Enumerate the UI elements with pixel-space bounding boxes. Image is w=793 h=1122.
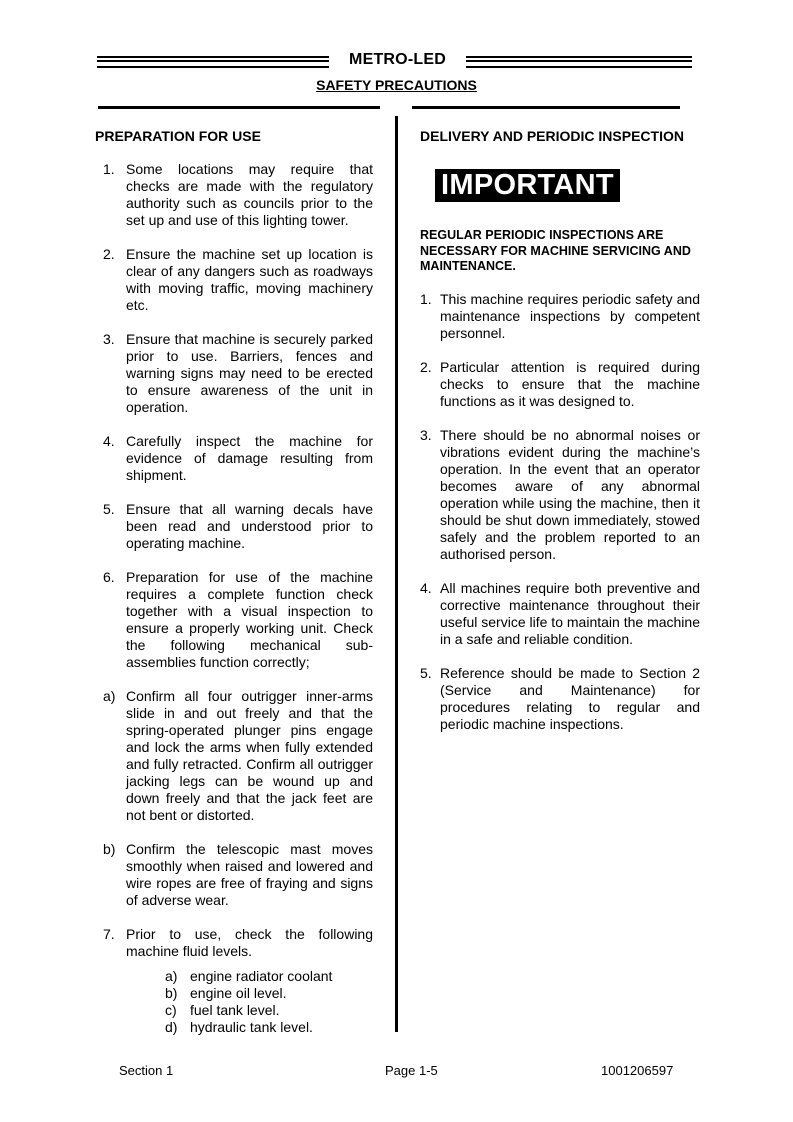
fluid-list-item [165, 1019, 373, 1036]
document-title: METRO-LED [349, 51, 446, 68]
column-rule-right [412, 106, 680, 109]
header-rule-left [97, 56, 329, 68]
item-text: Particular attention is required during checks to ensure that the machine functions as it was designed to. [440, 358, 700, 409]
item-text: Confirm all four outrigger inner-arms slide in and out freely and that the spring-operated plunger pins engage and lock the arms when fully extended and fully retracted. Confirm all outrigger jacking legs can be wound up and down freely and that the jack feet are not bent or distorted. [126, 688, 373, 823]
fluid-list-item [165, 985, 373, 1002]
item-text: There should be no abnormal noises or vibrations evident during the machine’s operation. In the event that an operator becomes aware of any abnormal operation while using the machine, then it should be shut down immediately, stowed safely and the problem reported to an authorised person. [440, 426, 700, 562]
item-letter: a) [165, 968, 178, 984]
footer-document-number: 1001206597 [601, 1063, 674, 1078]
item-text: This machine requires periodic safety and maintenance inspections by competent personnel. [440, 290, 700, 341]
item-number: 2. [103, 246, 115, 262]
list-item [95, 569, 373, 671]
important-banner: IMPORTANT [435, 169, 620, 202]
item-text: Prior to use, check the following machine fluid levels. [126, 926, 373, 959]
fluid-level-list [95, 968, 373, 1036]
page-subtitle-text: SAFETY PRECAUTIONS [316, 77, 477, 93]
list-item [420, 665, 700, 733]
list-item [420, 291, 700, 342]
list-item [95, 246, 373, 314]
list-item [95, 926, 373, 960]
item-number: 3. [103, 331, 115, 347]
column-rule-left [98, 106, 380, 109]
list-item [95, 841, 373, 909]
column-divider [395, 116, 398, 1032]
item-letter: d) [165, 1019, 178, 1035]
item-number: 4. [103, 433, 115, 449]
section-heading-inspection: DELIVERY AND PERIODIC INSPECTION [420, 128, 684, 144]
page-subtitle [0, 77, 793, 93]
item-number: a) [103, 688, 116, 704]
item-text: Preparation for use of the machine requires a complete function check together with a visual inspection to ensure a properly working unit. Check the following mechanical sub-assemblies function correctly; [126, 569, 373, 670]
item-text: hydraulic tank level. [190, 1019, 313, 1035]
right-column [420, 128, 700, 750]
header-rule-right [466, 56, 692, 68]
list-item [95, 501, 373, 552]
item-number: 7. [103, 926, 115, 942]
list-item [95, 688, 373, 824]
list-item [95, 433, 373, 484]
footer-page-number: Page 1-5 [385, 1063, 438, 1078]
item-text: Ensure that machine is securely parked prior to use. Barriers, fences and warning signs may need to be erected to ensure awareness of the unit in operation. [126, 331, 373, 415]
list-item [420, 427, 700, 563]
item-text: Confirm the telescopic mast moves smoothly when raised and lowered and wire ropes are free of fraying and signs of adverse wear. [126, 841, 373, 908]
item-text: engine oil level. [190, 985, 287, 1001]
item-letter: b) [165, 985, 178, 1001]
item-text: Ensure the machine set up location is clear of any dangers such as roadways with moving traffic, moving machinery etc. [126, 246, 373, 313]
item-number: 1. [103, 161, 115, 177]
item-number: 6. [103, 569, 115, 585]
item-number: 2. [420, 358, 432, 375]
list-item [95, 161, 373, 229]
item-number: 3. [420, 426, 432, 443]
list-item [95, 331, 373, 416]
item-number: 5. [420, 664, 432, 681]
fluid-list-item [165, 968, 373, 985]
item-number: 4. [420, 579, 432, 596]
document-header [0, 52, 793, 70]
list-item [420, 580, 700, 648]
inspection-notice: REGULAR PERIODIC INSPECTIONS ARE NECESSARY FOR MACHINE SERVICING AND MAINTENANCE. [420, 228, 691, 273]
item-number: 1. [420, 290, 432, 307]
left-column [95, 128, 373, 1036]
item-text: All machines require both preventive and corrective maintenance throughout their useful service life to maintain the machine in a safe and reliable condition. [440, 579, 700, 647]
footer-section: Section 1 [119, 1063, 174, 1078]
item-text: Ensure that all warning decals have been read and understood prior to operating machine. [126, 501, 373, 551]
item-text: Carefully inspect the machine for evidence of damage resulting from shipment. [126, 433, 373, 483]
item-text: engine radiator coolant [190, 968, 333, 984]
fluid-list-item [165, 1002, 373, 1019]
item-text: Some locations may require that checks are made with the regulatory authority such as councils prior to the set up and use of this lighting tower. [126, 161, 373, 228]
item-number: b) [103, 841, 116, 857]
item-letter: c) [165, 1002, 177, 1018]
list-item [420, 359, 700, 410]
item-text: fuel tank level. [190, 1002, 280, 1018]
item-number: 5. [103, 501, 115, 517]
item-text: Reference should be made to Section 2 (Service and Maintenance) for procedures relating to regular and periodic machine inspections. [440, 664, 700, 732]
section-heading-preparation: PREPARATION FOR USE [95, 128, 261, 144]
